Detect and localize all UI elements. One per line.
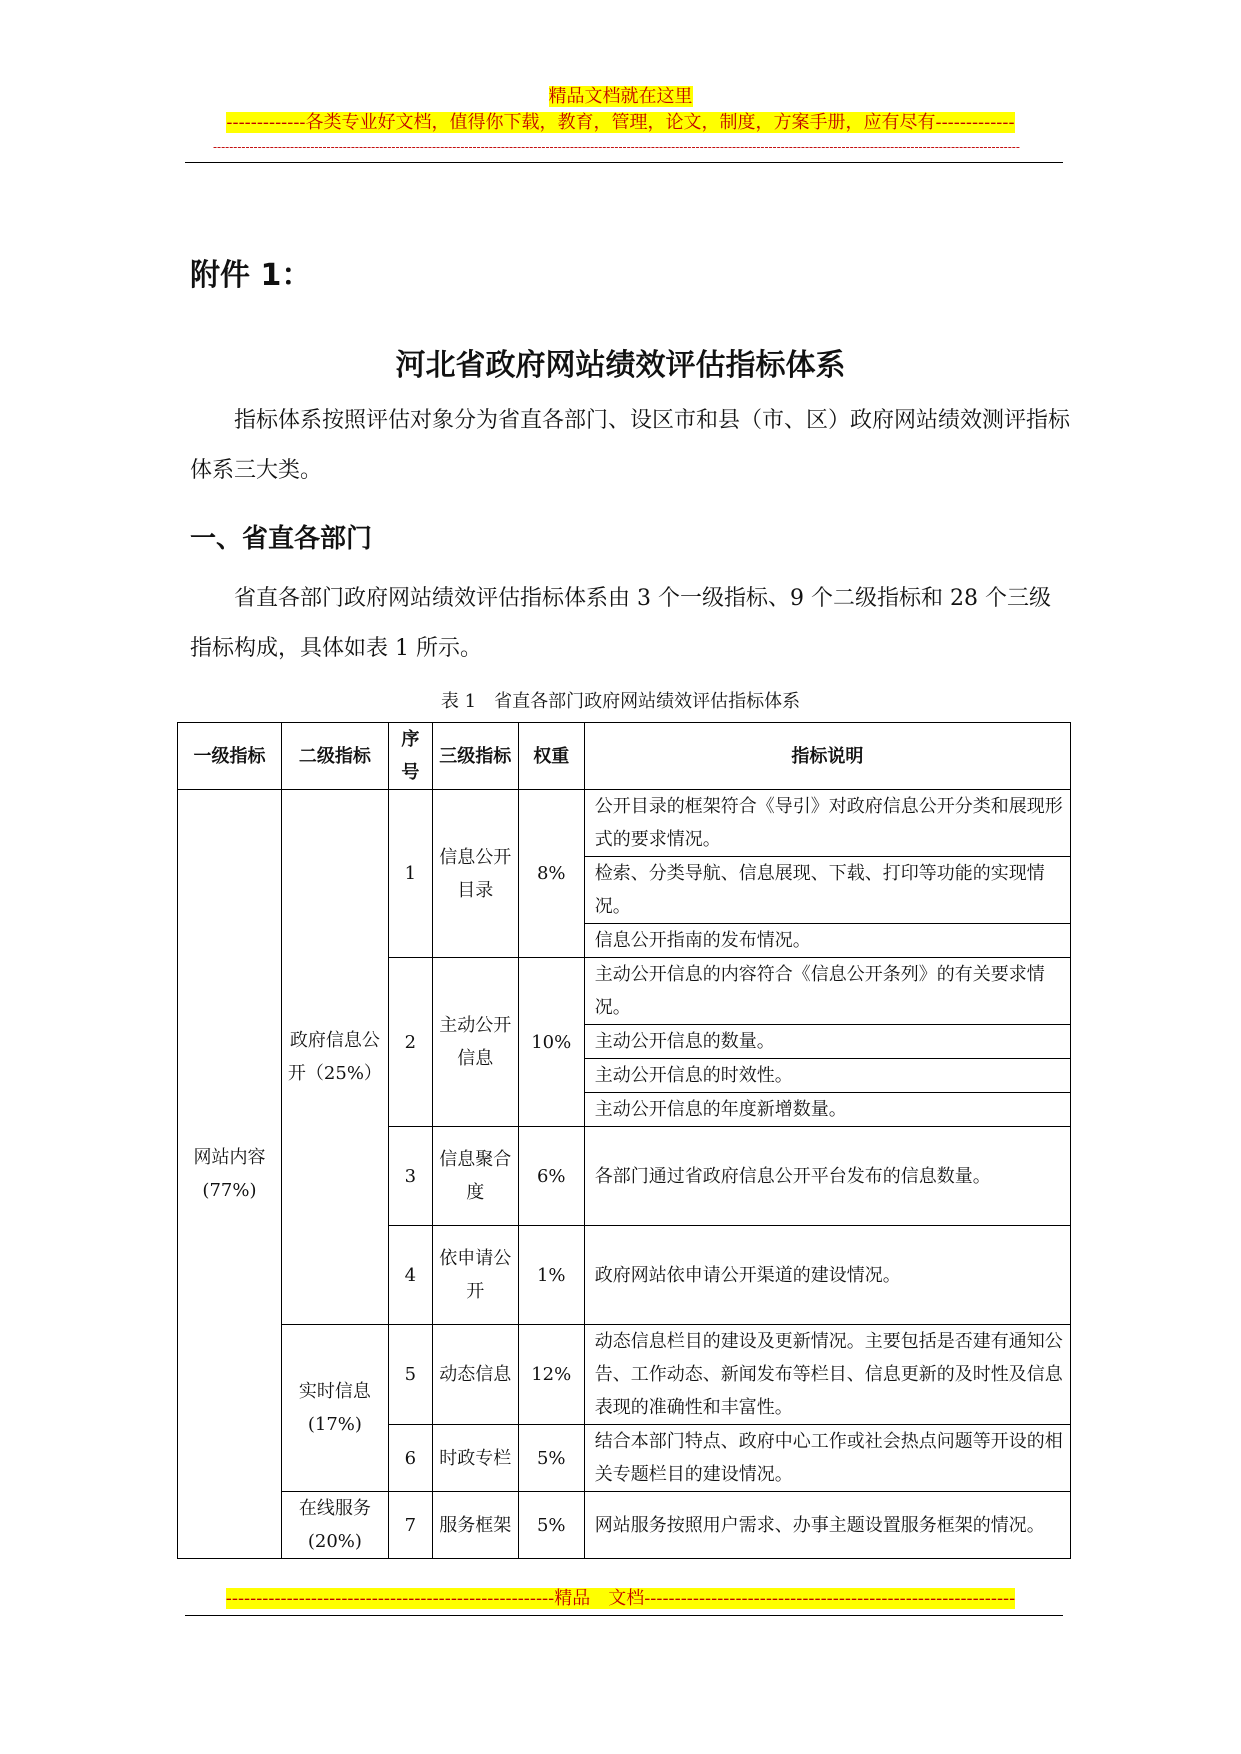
section-heading: 一、省直各部门 <box>190 524 373 554</box>
section-paragraph <box>190 574 1070 674</box>
desc-cell: 结合本部门特点、政府中心工作或社会热点问题等开设的相关专题栏目的建设情况。 <box>584 1425 1070 1492</box>
indicator-table <box>177 722 1071 1559</box>
level3-cell: 主动公开信息 <box>432 958 518 1127</box>
col-header-level1: 一级指标 <box>178 723 282 790</box>
desc-cell: 政府网站依申请公开渠道的建设情况。 <box>584 1226 1070 1325</box>
weight-cell: 5% <box>518 1425 584 1492</box>
weight-cell: 12% <box>518 1325 584 1425</box>
seq-cell: 7 <box>388 1492 432 1559</box>
seq-cell: 6 <box>388 1425 432 1492</box>
desc-cell: 各部门通过省政府信息公开平台发布的信息数量。 <box>584 1127 1070 1226</box>
col-header-desc: 指标说明 <box>584 723 1070 790</box>
desc-cell: 公开目录的框架符合《导引》对政府信息公开分类和展现形式的要求情况。 <box>584 790 1070 857</box>
level3-cell: 依申请公开 <box>432 1226 518 1325</box>
header-banner-slogan <box>0 112 1241 134</box>
col-header-level3: 三级指标 <box>432 723 518 790</box>
level3-cell: 时政专栏 <box>432 1425 518 1492</box>
footer-text: ------------------------------------------------------精品 文档------------------------------------------------------------- <box>225 1588 1016 1609</box>
footer-rule <box>185 1615 1063 1616</box>
table-caption: 表 1 省直各部门政府网站绩效评估指标体系 <box>440 691 801 712</box>
weight-cell: 6% <box>518 1127 584 1226</box>
level3-cell: 服务框架 <box>432 1492 518 1559</box>
col-header-level2: 二级指标 <box>281 723 388 790</box>
section-text: 省直各部门政府网站绩效评估指标体系由 3 个一级指标、9 个二级指标和 28 个三级指标构成，具体如表 1 所示。 <box>190 586 1051 661</box>
level2-cell: 在线服务(20%) <box>281 1492 388 1559</box>
desc-cell: 主动公开信息的数量。 <box>584 1025 1070 1059</box>
table-row <box>178 1492 1071 1559</box>
table-row <box>178 790 1071 857</box>
level1-cell: 网站内容(77%) <box>178 790 282 1559</box>
weight-cell: 5% <box>518 1492 584 1559</box>
intro-paragraph <box>190 396 1070 496</box>
desc-cell: 主动公开信息的时效性。 <box>584 1059 1070 1093</box>
desc-cell: 检索、分类导航、信息展现、下载、打印等功能的实现情况。 <box>584 857 1070 924</box>
header-slogan-text: -------------各类专业好文档，值得你下载，教育，管理，论文，制度，方案手册，应有尽有------------- <box>226 112 1015 133</box>
table-header-row <box>178 723 1071 790</box>
weight-cell: 10% <box>518 958 584 1127</box>
document-title: 河北省政府网站绩效评估指标体系 <box>395 348 846 383</box>
desc-cell: 动态信息栏目的建设及更新情况。主要包括是否建有通知公告、工作动态、新闻发布等栏目、信息更新的及时性及信息表现的准确性和丰富性。 <box>584 1325 1070 1425</box>
seq-cell: 1 <box>388 790 432 958</box>
seq-cell: 3 <box>388 1127 432 1226</box>
intro-text: 指标体系按照评估对象分为省直各部门、设区市和县（市、区）政府网站绩效测评指标体系三大类。 <box>190 408 1071 483</box>
header-rule <box>185 162 1063 163</box>
weight-cell: 8% <box>518 790 584 958</box>
attachment-label: 附件 1： <box>190 258 312 293</box>
level3-cell: 动态信息 <box>432 1325 518 1425</box>
desc-cell: 信息公开指南的发布情况。 <box>584 924 1070 958</box>
header-dashed-line: ------------------------------------------------------------------------------------------------------------------------------------------------------------------------------------------------------- <box>213 140 1020 154</box>
col-header-weight: 权重 <box>518 723 584 790</box>
seq-cell: 4 <box>388 1226 432 1325</box>
level2-cell: 政府信息公开（25%） <box>281 790 388 1325</box>
col-header-seq: 序号 <box>388 723 432 790</box>
table-row <box>178 1325 1071 1425</box>
seq-cell: 2 <box>388 958 432 1127</box>
level3-cell: 信息聚合度 <box>432 1127 518 1226</box>
weight-cell: 1% <box>518 1226 584 1325</box>
level3-cell: 信息公开目录 <box>432 790 518 958</box>
header-title-text: 精品文档就在这里 <box>548 86 693 107</box>
desc-cell: 主动公开信息的年度新增数量。 <box>584 1093 1070 1127</box>
desc-cell: 网站服务按照用户需求、办事主题设置服务框架的情况。 <box>584 1492 1070 1559</box>
desc-cell: 主动公开信息的内容符合《信息公开条列》的有关要求情况。 <box>584 958 1070 1025</box>
level2-cell: 实时信息(17%) <box>281 1325 388 1492</box>
header-banner-title <box>0 86 1241 108</box>
footer-banner <box>0 1588 1241 1610</box>
seq-cell: 5 <box>388 1325 432 1425</box>
